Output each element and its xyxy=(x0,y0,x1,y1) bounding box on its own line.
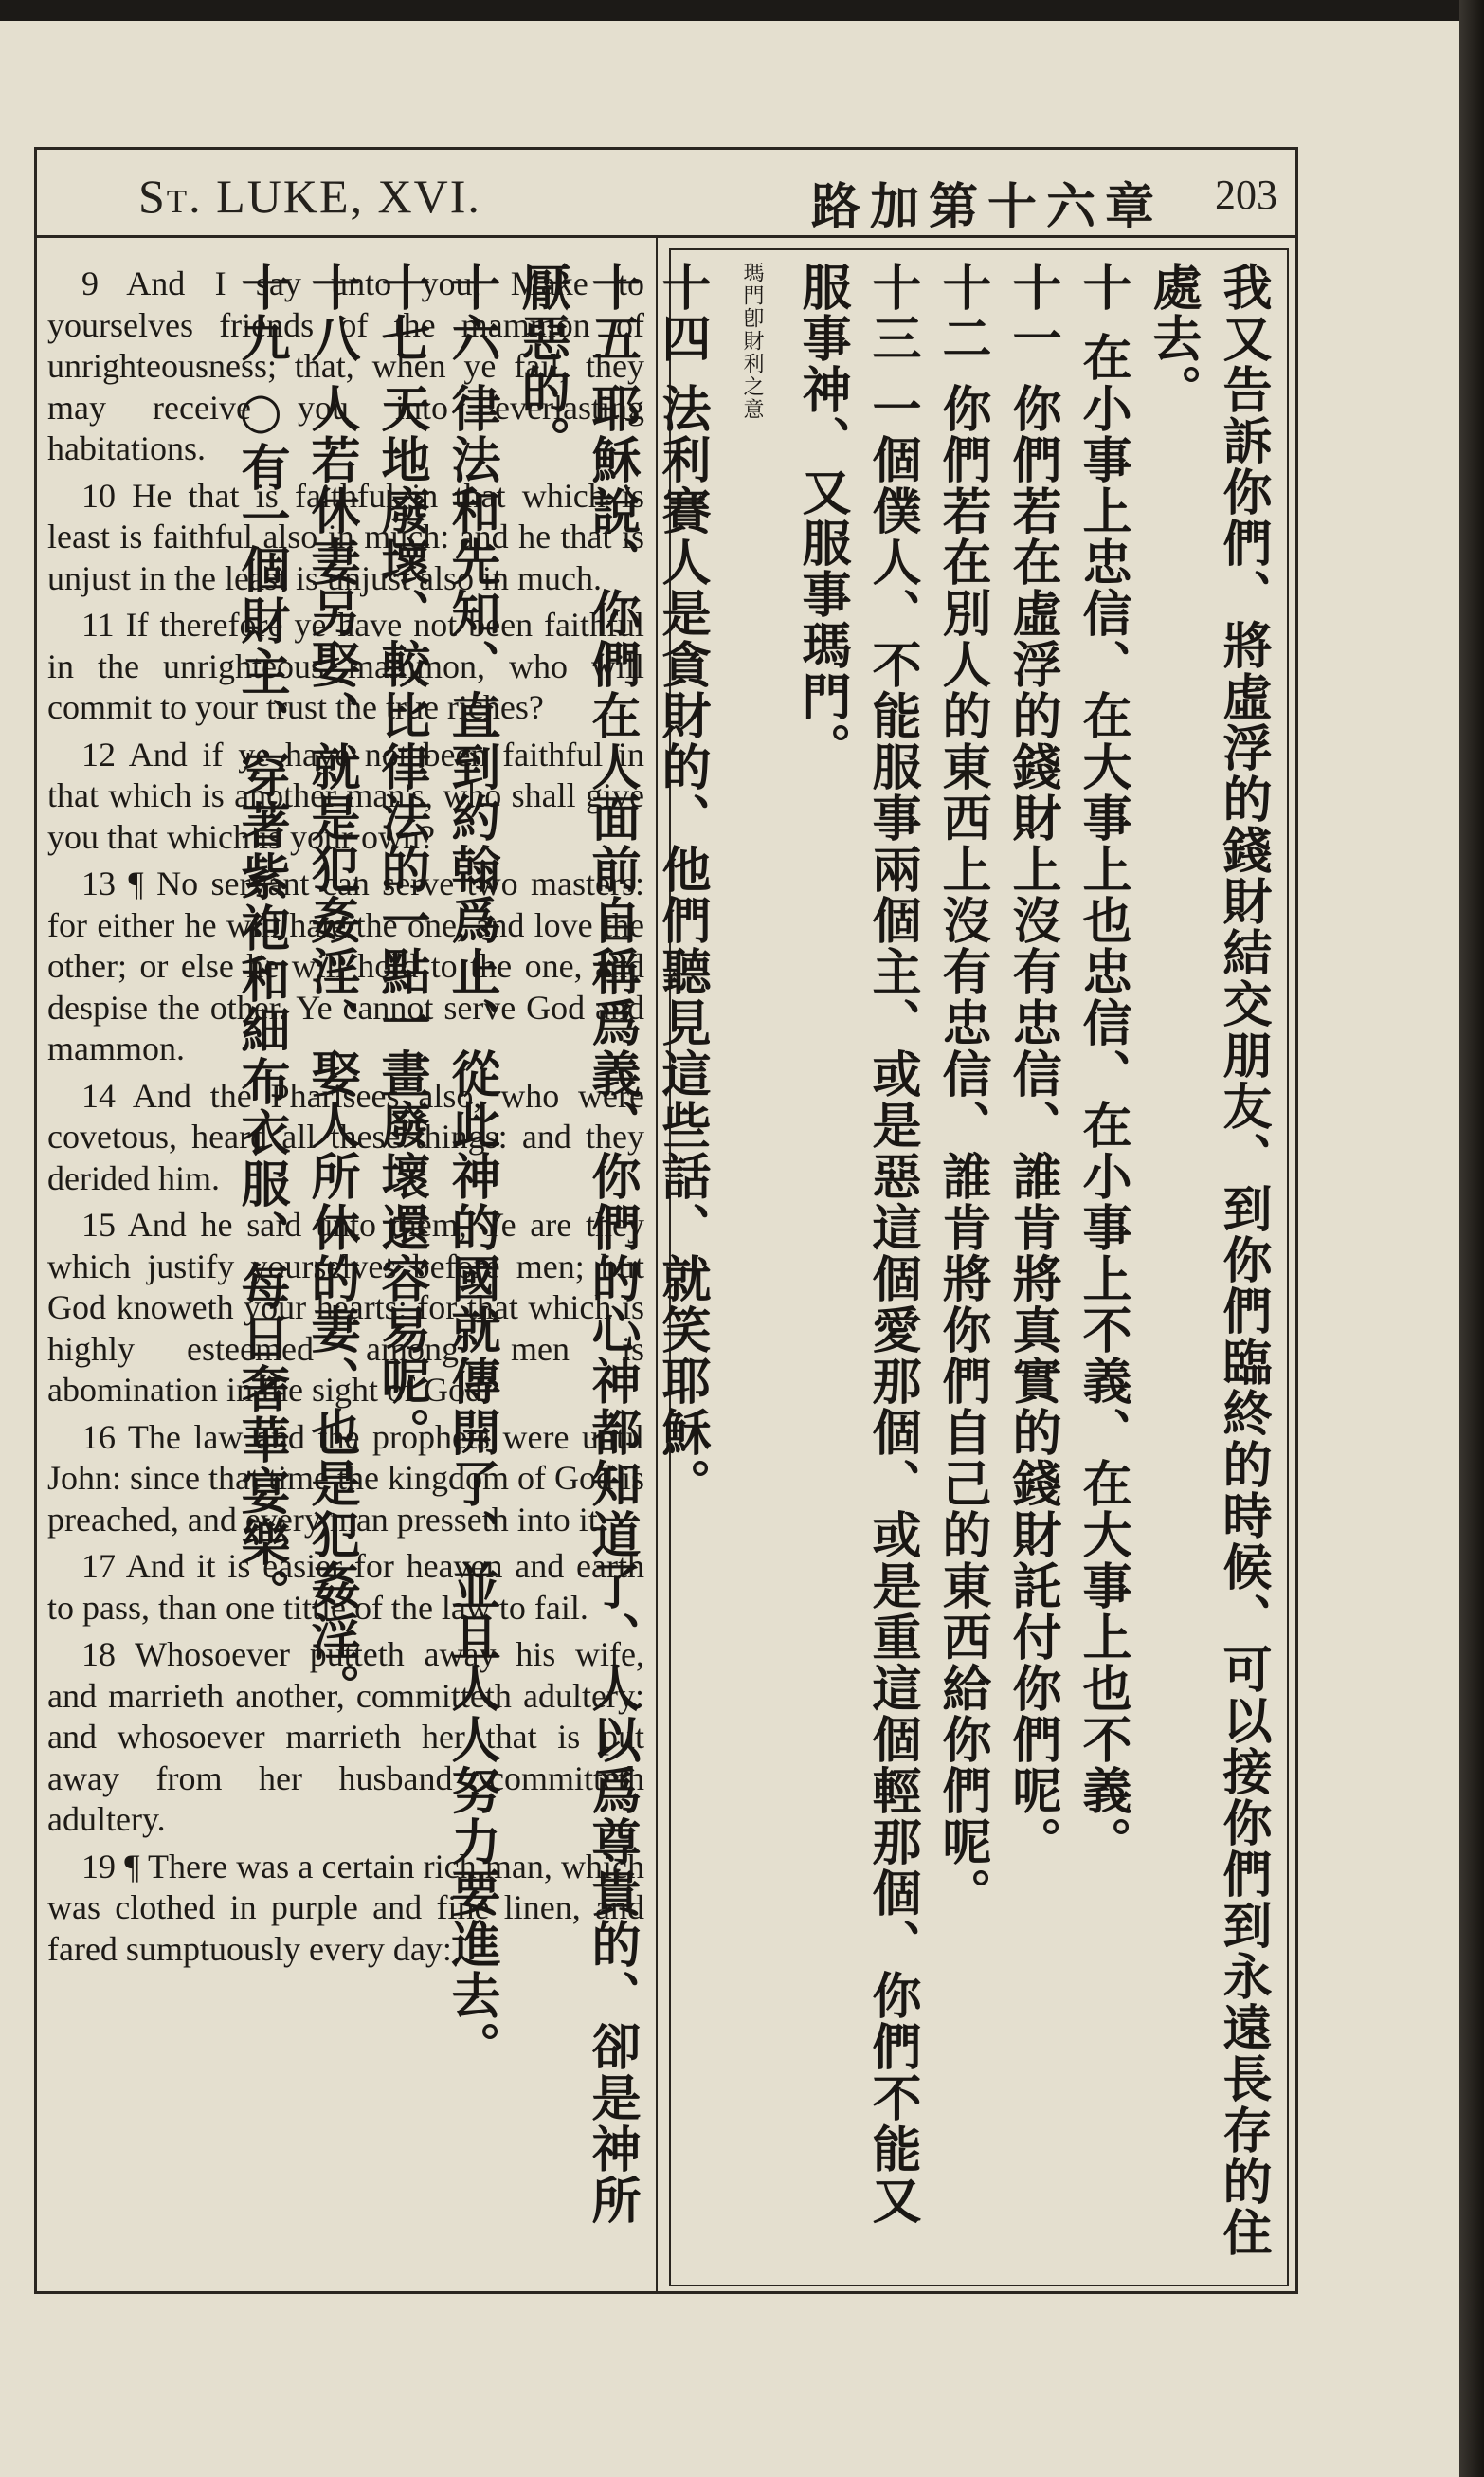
chinese-gloss-note: 瑪門卽財利之意 xyxy=(740,262,764,421)
verse-11: 11 If therefore ye have not been faithful in the unrighteous mammon, who will commit to your trust the true riches? xyxy=(47,606,644,726)
chinese-text xyxy=(226,262,1277,2271)
chinese-verse-10: 十 在小事上忠信、在大事上也忠信、在小事上不義、在大事上也不義。 xyxy=(1074,262,1131,1868)
verse-12: 12 And if ye have not been faithful in that which is another man's, who shall give you that which is your own? xyxy=(47,735,644,856)
book-gutter xyxy=(1459,0,1484,2477)
chinese-verse-13: 十三 一個僕人、不能服事兩個主、或是惡這個愛那個、或是重這個輕那個、你們不能又服事神、又服事瑪門。 xyxy=(793,262,920,2227)
header-rule xyxy=(34,235,1298,238)
page-number: 203 xyxy=(1215,172,1277,218)
chinese-verse-15: 十五 耶穌說、你們在人面前自稱爲義、你們的心神都知道了、人以爲尊貴的、卻是神所厭惡的。 xyxy=(513,262,640,2227)
page-header xyxy=(34,152,1298,239)
chinese-verse-16: 十六 律法和先知、直到約翰爲止、從此神的國就傳開了、並且人人努力要進去。 xyxy=(443,262,499,2073)
chinese-chapter-title: 路加第十六章 xyxy=(811,179,1165,236)
chinese-verse-18: 十八 人若休妻另娶、就是犯姦淫、娶人所休的妻、也是犯姦淫。 xyxy=(302,262,359,1715)
verse-16: 16 The law and the prophets were until John: since that time the kingdom of God is preached, and every man presseth into it. xyxy=(47,1417,644,1539)
verse-10: 10 He that is faithful in that which is least is faithful also in much: and he that is unjust in the least is unjust also in much. xyxy=(47,476,644,597)
chinese-verse-14: 十四 法利賽人是貪財的、他們聽見這些話、就笑耶穌。 xyxy=(653,262,710,1510)
chinese-verse-11: 十一 你們若在虛浮的錢財上沒有忠信、誰肯將真實的錢財託付你們呢。 xyxy=(1004,262,1060,1868)
verse-15: 15 And he said unto them, Ye are they which justify yourselves before men; but God knoweth your hearts: for that which is highly esteemed among men is abomination in the sight of God. xyxy=(47,1206,644,1409)
chinese-verse-19: 十九 ○有一個財主、穿著紫袍和細布衣服、每日奢華宴樂。 xyxy=(232,262,289,1620)
running-title: St. LUKE, XVI. xyxy=(138,170,481,223)
verse-13: 13 ¶ No servant can serve two masters: for either he will hate the one, and love the other; or else he will hold to the one, and despise the other. Ye cannot serve God and mammon. xyxy=(47,865,644,1067)
verse-14: 14 And the Pharisees also, who were covetous, heard all these things: and they derided him. xyxy=(47,1076,644,1197)
verse-9: 9 And I say unto you, Make to yourselves friends of the mammon of unrighteousness; that, when ye fail, they may receive you into everlasting habitations. xyxy=(47,264,644,467)
verse-19: 19 ¶ There was a certain rich man, which was clothed in purple and fine linen, and fared sumptuously every day: xyxy=(47,1847,644,1968)
verse-17: 17 And it is easier for heaven and earth to pass, than one tittle of the law to fail. xyxy=(47,1547,644,1627)
chinese-verse-9: 我又告訴你們、將虛浮的錢財結交朋友、到你們臨終的時候、可以接你們到永遠長存的住處去。 xyxy=(1144,262,1271,2258)
chinese-verse-17: 十七 天地廢壞、較比律法的一點一畫廢壞還容易呢。 xyxy=(372,262,429,1459)
chinese-verse-12: 十二 你們若在別人的東西上沒有忠信、誰肯將你們自己的東西給你們呢。 xyxy=(933,262,990,1920)
verse-18: 18 Whosoever putteth away his wife, and marrieth another, committeth adultery: and whosoever marrieth her that is put away from her husband committeth adultery. xyxy=(47,1635,644,1838)
